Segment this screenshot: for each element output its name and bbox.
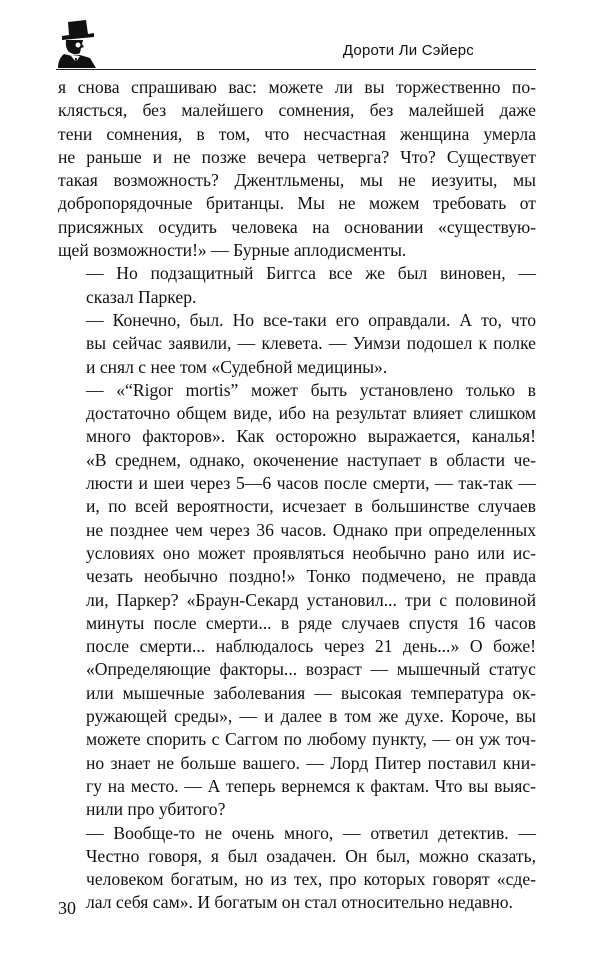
- text-line: человеком богатым, но из тех, про которых говорят «сде-: [86, 869, 536, 890]
- top-hat-monocle-silhouette-icon: [56, 18, 102, 68]
- text-line: — Вообще-то не очень много, — ответил детектив. —: [86, 822, 536, 843]
- text-line: минуты после смерти... в ряде случаев спустя 16 часов: [86, 612, 536, 633]
- text-line: но знает не больше вашего. — Лорд Питер поставил кни-: [86, 752, 536, 773]
- text-line: достаточно общем виде, ибо на результат влияет слишком: [86, 403, 536, 424]
- text-line: чезать необычно поздно!» Тонко подмечено, не правда: [86, 566, 536, 587]
- text-line: тени сомнения, в том, что несчастная женщина умерла: [58, 123, 536, 144]
- text-line: ружающей среды», — и далее в том же духе. Короче, вы: [86, 706, 536, 727]
- paragraph: [58, 309, 536, 379]
- header-rule: [56, 69, 536, 70]
- text-line: и, по всей вероятности, исчезает в большинстве случаев: [86, 496, 536, 517]
- page-number: 30: [58, 898, 76, 918]
- paragraph: [58, 379, 536, 822]
- text-line: «В среднем, однако, окоченение наступает в области че-: [86, 449, 536, 470]
- text-line: и снял с нее том «Судебной медицины».: [86, 356, 388, 377]
- text-line: после смерти... наблюдалось через 21 день...» О боже!: [86, 636, 536, 657]
- text-line: гу на место. — А теперь вернемся к фактам. Что вы выяс-: [86, 775, 536, 796]
- text-line: клясться, без малейшего сомнения, без малейшей даже: [58, 100, 536, 121]
- text-line: много факторов». Как осторожно выражается, каналья!: [86, 426, 536, 447]
- text-line: я снова спрашиваю вас: можете ли вы торжественно по-: [58, 77, 536, 97]
- running-header: [56, 18, 536, 70]
- text-line: сказал Паркер.: [86, 286, 197, 307]
- text-line: — «“Rigor mortis” может быть установлено только в: [86, 379, 536, 400]
- text-line: не раньше и не позже вечера четверга? Что? Существует: [58, 146, 536, 167]
- text-line: не позднее чем через 36 часов. Однако при определенных: [86, 519, 536, 540]
- body-text: [58, 76, 536, 915]
- text-line: добропорядочные британцы. Мы не можем требовать от: [58, 193, 536, 214]
- text-line: можете спорить с Саггом по любому пункту, — он уж точ-: [86, 729, 536, 750]
- text-line: Честно говоря, я был озадачен. Он был, можно сказать,: [86, 845, 536, 866]
- text-line: такая возможность? Джентльмены, мы не иезуиты, мы: [58, 170, 536, 191]
- text-line: условиях оно может проявляться необычно рано или ис-: [86, 542, 536, 563]
- header-title: Дороти Ли Сэйерс: [342, 42, 474, 59]
- text-line: люсти и шеи через 5—6 часов после смерти, — так-так —: [86, 473, 536, 494]
- paragraph: [58, 262, 536, 309]
- text-line: вы сейчас заявили, — клевета. — Уимзи подошел к полке: [86, 333, 536, 354]
- text-line: щей возможности!» — Бурные аплодисменты.: [58, 240, 407, 261]
- paragraph: [58, 822, 536, 915]
- text-line: нили про убитого?: [86, 799, 226, 820]
- text-line: — Но подзащитный Биггса все же был виновен, —: [86, 263, 536, 284]
- text-line: — Конечно, был. Но все-таки его оправдали. А то, что: [86, 309, 536, 330]
- text-line: ли, Паркер? «Браун-Секард установил... три с половиной: [86, 589, 536, 610]
- text-line: лал себя сам». И богатым он стал относительно недавно.: [86, 892, 513, 913]
- text-line: присяжных осудить человека на основании «существую-: [58, 216, 536, 237]
- paragraph: [58, 76, 536, 262]
- text-line: или мышечные заболевания — высокая температура ок-: [86, 682, 536, 703]
- text-line: «Определяющие факторы... возраст — мышечный статус: [86, 659, 536, 680]
